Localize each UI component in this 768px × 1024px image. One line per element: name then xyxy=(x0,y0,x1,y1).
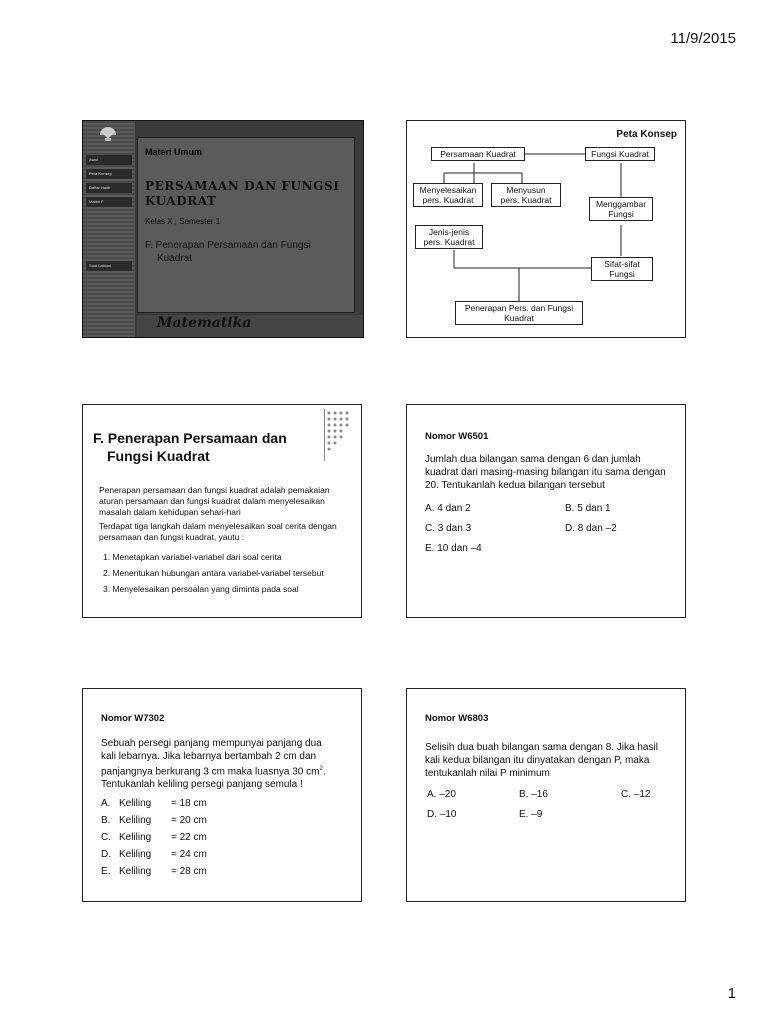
menu-item-awal[interactable]: Awal xyxy=(86,155,132,165)
list-item: 2. Menentukan hubungan antara variabel-variabel tersebut xyxy=(103,568,324,578)
node-menyusun: Menyusun pers. Kuadrat xyxy=(491,183,561,207)
option-d: D. Keliling = 24 cm xyxy=(101,849,207,860)
question-number: Nomor W7302 xyxy=(101,713,165,724)
menu-item-soal-latihan[interactable]: Soal Latihan xyxy=(86,261,132,271)
slide-subtitle: Kelas X , Semester 1 xyxy=(145,217,221,226)
slide-penerapan xyxy=(82,404,362,618)
slide-title xyxy=(82,120,364,338)
question-number: Nomor W6803 xyxy=(425,713,489,724)
node-menggambar: Menggambar Fungsi xyxy=(589,197,653,221)
question-text: Jumlah dua bilangan sama dengan 6 dan jumlah kuadrat dari masing-masing bilangan itu sama dengan 20. Tentukanlah kedua bilangan tersebut xyxy=(425,454,666,491)
node-jenis-jenis: Jenis-jenis pers. Kuadrat xyxy=(415,225,483,249)
slide-sidebar xyxy=(83,121,135,337)
list-item: 1. Menetapkan variabel-variabel dari soal cerita xyxy=(103,552,282,562)
steps-intro-paragraph: Terdapat tiga langkah dalam menyelesaikan soal cerita dengan persamaan dan fungsi kuadrat, yautu : xyxy=(99,521,337,542)
question-number: Nomor W6501 xyxy=(425,431,489,442)
slide-kicker: Materi Umum xyxy=(145,147,203,157)
page-number: 1 xyxy=(727,985,736,1002)
option-a: A. –20 xyxy=(427,789,456,800)
option-d: D. –10 xyxy=(427,809,457,820)
option-a: A. 4 dan 2 xyxy=(425,503,471,514)
node-persamaan-kuadrat: Persamaan Kuadrat xyxy=(431,147,525,161)
slide3-title: F. Penerapan Persamaan dan Fungsi Kuadrat xyxy=(93,430,287,464)
option-b: B. 5 dan 1 xyxy=(565,503,611,514)
menu-item-daftar-hadir[interactable]: Daftar Hadir xyxy=(86,183,132,193)
question-text: Selisih dua buah bilangan sama dengan 8. Jika hasil kali kedua bilangan itu dinyatakan dengan P, maka tentukanlah nilai P minimum xyxy=(425,742,658,779)
section-heading: F. Penerapan Persamaan dan Fungsi Kuadrat xyxy=(145,240,311,264)
option-b: B. Keliling = 20 cm xyxy=(101,815,207,826)
answer-options xyxy=(101,795,301,880)
option-d: D. 8 dan –2 xyxy=(565,523,617,534)
option-e: E. –9 xyxy=(519,809,543,820)
option-c: C. 3 dan 3 xyxy=(425,523,472,534)
option-e: E. Keliling = 28 cm xyxy=(101,866,207,877)
list-item: 3. Menyelesaikan persoalan yang diminta pada soal xyxy=(103,584,299,594)
option-c: C. –12 xyxy=(621,789,651,800)
node-fungsi-kuadrat: Fungsi Kuadrat xyxy=(585,147,655,161)
node-penerapan: Penerapan Pers. dan Fungsi Kuadrat xyxy=(455,301,583,325)
page-date: 11/9/2015 xyxy=(670,30,736,47)
slide-concept-map xyxy=(406,120,686,338)
definition-paragraph: Penerapan persamaan dan fungsi kuadrat adalah pemakaian aturan persamaan dan fungsi kuadrat dalam menyelesaikan masalah dalam kehidupan sehari-hari xyxy=(99,485,330,517)
question-text: Sebuah persegi panjang mempunyai panjang dua kali lebarnya. Jika lebarnya bertambah 2 cm dan panjangnya berkurang 3 cm maka luasnya 30 $cm^2$. Tentukanlah keliling persegi panjang semula ! xyxy=(101,738,326,791)
slide-title-text: PERSAMAAN DAN FUNGSI KUADRAT xyxy=(145,179,340,208)
brand-logo: Matematika xyxy=(157,315,252,331)
option-b: B. –16 xyxy=(519,789,548,800)
slide-question-w7302 xyxy=(82,688,362,902)
slide-question-w6803 xyxy=(406,688,686,902)
emblem-icon xyxy=(97,125,119,143)
dot-grid-icon xyxy=(325,409,355,459)
node-sifat-sifat: Sifat-sifat Fungsi xyxy=(591,257,653,281)
menu-item-peta-konsep[interactable]: Peta Konsep xyxy=(86,169,132,179)
node-menyelesaikan: Menyelesaikan pers. Kuadrat xyxy=(413,183,483,207)
option-c: C. Keliling = 22 cm xyxy=(101,832,207,843)
steps-list xyxy=(103,549,324,597)
menu-item-materi-f[interactable]: Materi F xyxy=(86,197,132,207)
option-e: E. 10 dan –4 xyxy=(425,543,482,554)
concept-map-title: Peta Konsep xyxy=(616,129,677,140)
option-a: A. Keliling = 18 cm xyxy=(101,798,207,809)
slide-question-w6501 xyxy=(406,404,686,618)
